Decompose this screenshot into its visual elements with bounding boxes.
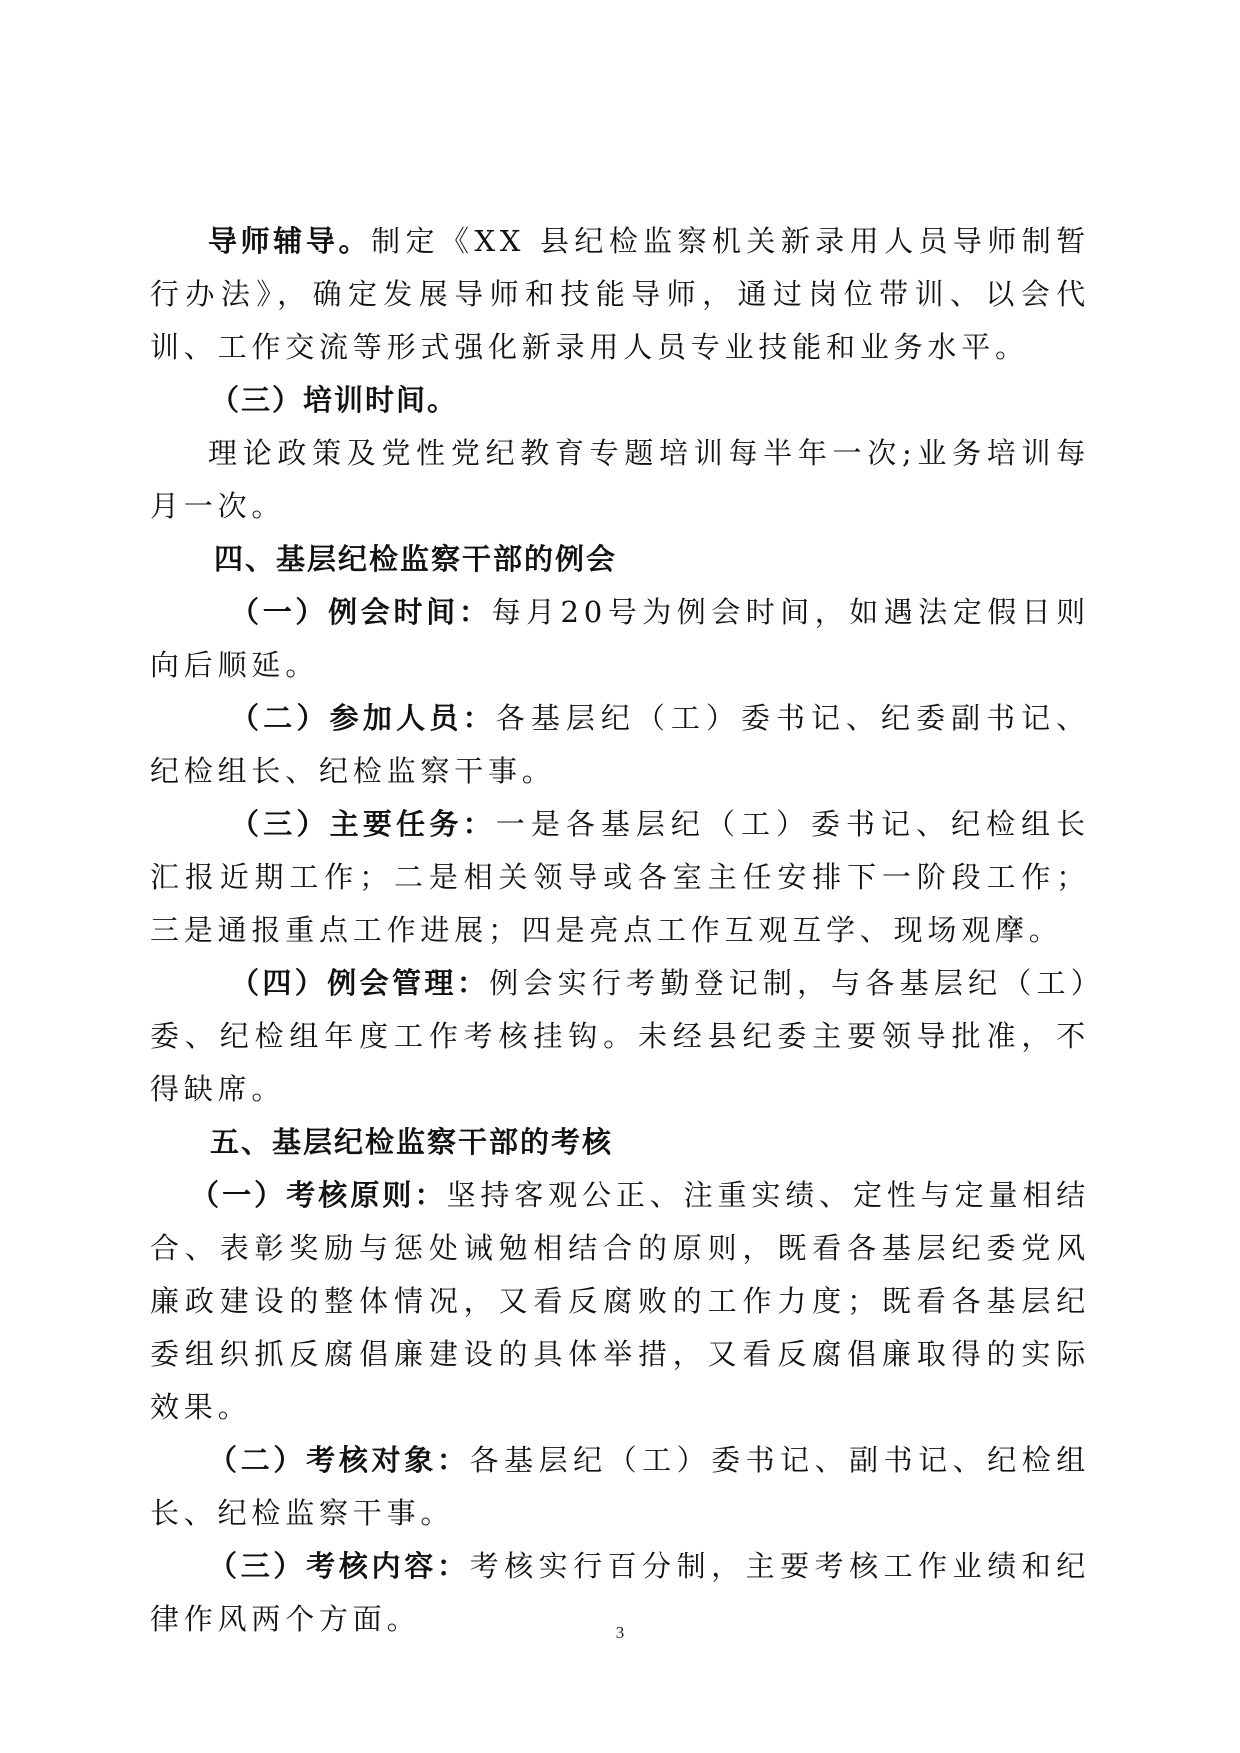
paragraph-lead: （二）参加人员： bbox=[230, 701, 496, 735]
paragraph-lead: （三）考核内容： bbox=[208, 1549, 470, 1583]
paragraph-text: 一是各基层纪（工）委书记、纪检组长汇报近期工作；二是相关领导或各室主任安排下一阶段工作；三是通报重点工作进展；四是亮点工作互观互学、现场观摩。 bbox=[150, 807, 1090, 947]
page-number: 3 bbox=[615, 1623, 625, 1642]
paragraph-text: 坚持客观公正、注重实绩、定性与定量相结合、表彰奖励与惩处诫勉相结合的原则，既看各基层纪委党风廉政建设的整体情况，又看反腐败的工作力度；既看各基层纪委组织抓反腐倡廉建设的具体举措，又看反腐倡廉取得的实际效果。 bbox=[150, 1178, 1090, 1424]
paragraph-text: 理论政策及党性党纪教育专题培训每半年一次;业务培训每月一次。 bbox=[150, 436, 1090, 523]
paragraph-text: 各基层纪（工）委书记、纪委副书记、纪检组长、纪检监察干事。 bbox=[150, 701, 1090, 788]
section-heading-training-time: （三）培训时间。 bbox=[210, 383, 459, 417]
paragraph-lead: 导师辅导。 bbox=[208, 224, 372, 258]
section-heading-assessment: 五、基层纪检监察干部的考核 bbox=[210, 1125, 614, 1159]
paragraph-text: 例会实行考勤登记制，与各基层纪（工）委、纪检组年度工作考核挂钩。未经县纪委主要领导批准，不得缺席。 bbox=[150, 966, 1090, 1106]
document-body bbox=[150, 215, 1090, 1646]
paragraph-participants bbox=[150, 692, 1090, 798]
paragraph-meeting-time bbox=[150, 586, 1090, 692]
section-heading-regular-meeting: 四、基层纪检监察干部的例会 bbox=[214, 542, 618, 576]
paragraph-text: 每月20号为例会时间，如遇法定假日则向后顺延。 bbox=[150, 595, 1090, 682]
paragraph-lead: （一）考核原则： bbox=[190, 1178, 447, 1212]
paragraph-lead: （三）主要任务： bbox=[230, 807, 496, 841]
paragraph-lead: （二）考核对象： bbox=[208, 1443, 470, 1477]
paragraph-lead: （一）例会时间： bbox=[230, 595, 492, 629]
paragraph-assessment-principles bbox=[150, 1169, 1090, 1434]
paragraph-text: 各基层纪（工）委书记、副书记、纪检组长、纪检监察干事。 bbox=[150, 1443, 1090, 1530]
paragraph-assessment-targets bbox=[150, 1434, 1090, 1540]
paragraph-text: 制定《XX 县纪检监察机关新录用人员导师制暂行办法》，确定发展导师和技能导师，通过岗位带训、以会代训、工作交流等形式强化新录用人员专业技能和业务水平。 bbox=[150, 224, 1090, 364]
paragraph-training-time bbox=[150, 427, 1090, 533]
paragraph-meeting-management bbox=[150, 957, 1090, 1116]
paragraph-main-tasks bbox=[150, 798, 1090, 957]
paragraph-mentor-guidance bbox=[150, 215, 1090, 374]
paragraph-lead: （四）例会管理： bbox=[230, 966, 490, 1000]
paragraph-text: 考核实行百分制，主要考核工作业绩和纪律作风两个方面。 bbox=[150, 1549, 1090, 1636]
